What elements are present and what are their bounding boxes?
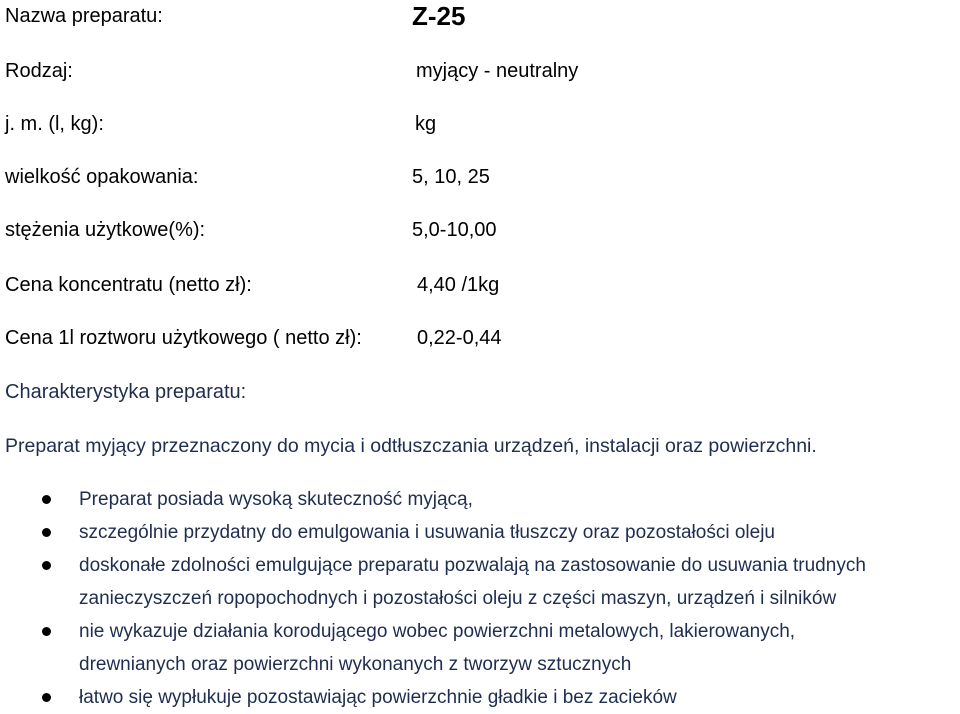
list-item-text-continued: zanieczyszczeń ropopochodnych i pozostałości oleju z części maszyn, urządzeń i silników — [79, 588, 837, 609]
list-item — [0, 516, 960, 549]
field-value: kg — [415, 113, 437, 135]
field-label: stężenia użytkowe(%): — [5, 219, 206, 241]
field-label: wielkość opakowania: — [5, 166, 199, 188]
list-item-text: szczególnie przydatny do emulgowania i usuwania tłuszczy oraz pozostałości oleju — [79, 522, 775, 543]
field-label: Nazwa preparatu: — [5, 5, 163, 27]
field-value: myjący - neutralny — [416, 60, 579, 82]
bullet-icon — [42, 528, 51, 537]
field-value: 5,0-10,00 — [412, 219, 497, 241]
list-item-text-continued: drewnianych oraz powierzchni wykonanych z tworzyw sztucznych — [79, 654, 632, 675]
list-item-text: Preparat posiada wysoką skuteczność myjącą, — [79, 489, 473, 510]
characteristics-list — [0, 483, 960, 714]
bullet-icon — [42, 561, 51, 570]
field-value: 4,40 /1kg — [417, 274, 500, 296]
field-label: Rodzaj: — [5, 60, 73, 82]
field-label: Cena 1l roztworu użytkowego ( netto zł): — [5, 327, 362, 349]
product-name-value: Z-25 — [412, 1, 466, 31]
bullet-icon — [42, 627, 51, 636]
bullet-icon — [42, 495, 51, 504]
list-item — [0, 681, 960, 714]
list-item — [0, 483, 960, 516]
list-item-text: doskonałe zdolności emulgujące preparatu pozwalają na zastosowanie do usuwania trudnych — [79, 555, 866, 576]
characteristics-title: Charakterystyka preparatu: — [5, 381, 247, 403]
list-item — [0, 615, 960, 681]
list-item — [0, 549, 960, 615]
list-item-text: łatwo się wypłukuje pozostawiając powierzchnie gładkie i bez zacieków — [79, 687, 677, 708]
field-label: j. m. (l, kg): — [5, 113, 104, 135]
field-label: Cena koncentratu (netto zł): — [5, 274, 252, 296]
field-value: 5, 10, 25 — [412, 166, 490, 188]
field-value: 0,22-0,44 — [417, 327, 502, 349]
characteristics-description: Preparat myjący przeznaczony do mycia i odtłuszczania urządzeń, instalacji oraz powierzchni. — [5, 435, 817, 457]
list-item-text: nie wykazuje działania korodującego wobec powierzchni metalowych, lakierowanych, — [79, 621, 796, 642]
bullet-icon — [42, 693, 51, 702]
